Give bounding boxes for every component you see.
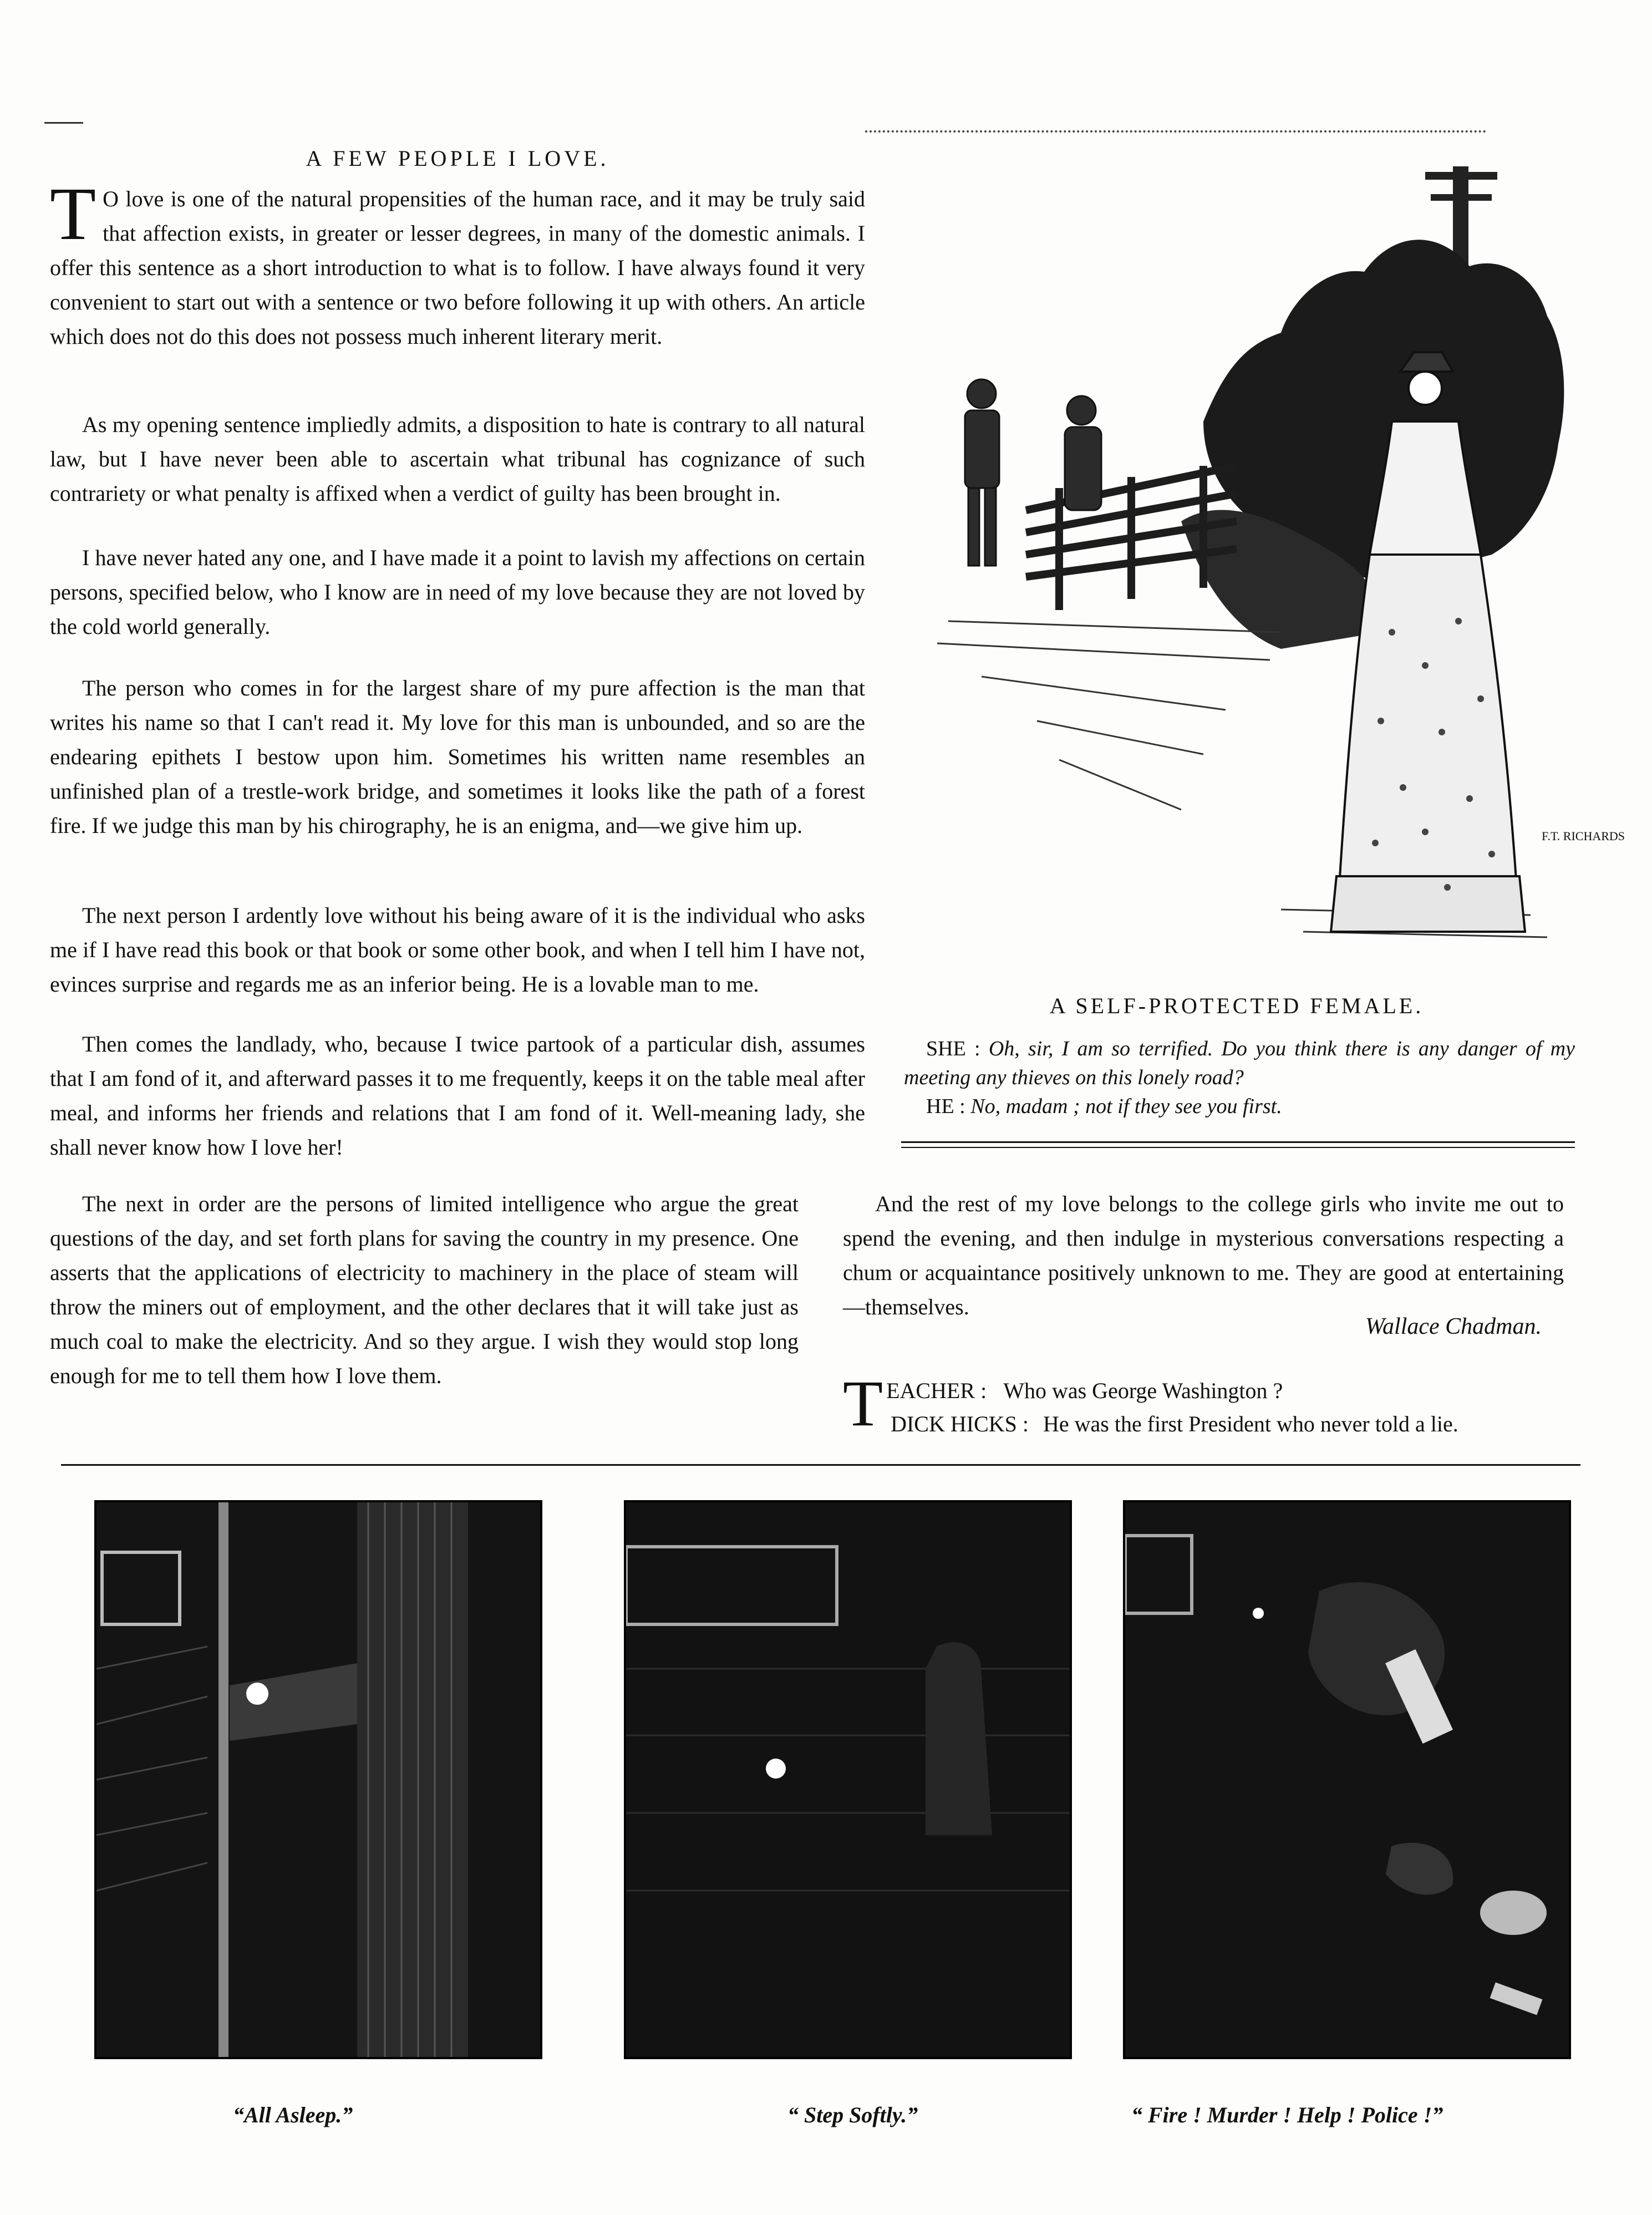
header-smudge	[865, 125, 1486, 133]
he-text: No, madam ; not if they see you first.	[970, 1095, 1282, 1118]
article-title: A FEW PEOPLE I LOVE.	[306, 146, 609, 171]
dick-hicks-line: He was the first President who never told a lie.	[1043, 1411, 1458, 1436]
article-paragraph-6: Then comes the landlady, who, because I twice partook of a particular dish, assumes that I am fond of it, and afterward passes it to me frequently, keeps it on the table meal after meal, and informs her friends and relations that I am fond of it. Well-meaning lady, she shall never know how I love her!	[50, 1032, 865, 1160]
section-divider-2	[901, 1147, 1575, 1148]
article-paragraph-5: The next person I ardently love without his being aware of it is the individual who asks me if I have read this book or that book or some other book, and when I tell him I have not, evinces surprise and regards me as an inferior being. He is a lovable man to me.	[50, 903, 865, 997]
comic-caption-3: “ Fire ! Murder ! Help ! Police !”	[1131, 2102, 1443, 2127]
section-divider	[901, 1141, 1575, 1143]
artist-signature: F.T. RICHARDS	[1542, 829, 1625, 843]
comic-top-rule	[61, 1464, 1580, 1466]
joke-drop-cap: T	[843, 1367, 883, 1440]
comic-panel-3	[1123, 1500, 1571, 2059]
teacher-line: Who was George Washington ?	[1003, 1378, 1283, 1403]
teacher-label: EACHER :	[886, 1378, 987, 1403]
article-paragraph-2: As my opening sentence impliedly admits, a disposition to hate is contrary to all natural law, but I have never been able to ascertain what tribunal has cognizance of such contrariety or what penalty is affixed when a verdict of guilty has been brought in.	[50, 412, 865, 506]
article-paragraph-7: The next in order are the persons of limited intelligence who argue the great questions of the day, and set forth plans for saving the country in my presence. One asserts that the applications of electricity to machinery in the place of steam will throw the miners out of employment, and the other declares that it will take just as much coal to make the electricity. And so they argue. I wish they would stop long enough for me to tell them how I love them.	[50, 1191, 799, 1388]
comic-panel-2	[624, 1500, 1072, 2059]
comic-caption-2: “ Step Softly.”	[787, 2102, 918, 2127]
comic-panel-1	[94, 1500, 542, 2059]
article-paragraph-1	[50, 172, 865, 354]
teacher-joke	[843, 1367, 1575, 1441]
dick-hicks-label: DICK HICKS :	[891, 1411, 1029, 1436]
article-paragraph-4: The person who comes in for the largest share of my pure affection is the man that writes his name so that I can't read it. My love for this man is unbounded, and so are the endearing epithets I bestow upon him. Sometimes his written name resembles an unfinished plan of a trestle-work bridge, and sometimes it looks like the path of a forest fire. If we judge this man by his chirography, he is an enigma, and—we give him up.	[50, 675, 865, 838]
he-label: HE :	[926, 1095, 965, 1118]
self-protected-female-illustration	[893, 133, 1625, 987]
illustration-title: A SELF-PROTECTED FEMALE.	[1049, 993, 1424, 1018]
drop-cap: T	[50, 172, 96, 256]
corner-mark	[44, 111, 83, 124]
article-paragraph-3: I have never hated any one, and I have made it a point to lavish my affections on certain persons, specified below, who I know are in need of my love because they are not loved by the cold world generally.	[50, 545, 865, 639]
article-paragraph-8: And the rest of my love belongs to the college girls who invite me out to spend the evening, and then indulge in mysterious conversations respecting a chum or acquaintance positively unknown to me. They are good at entertaining—themselves.	[843, 1191, 1564, 1319]
comic-caption-1: “All Asleep.”	[233, 2102, 353, 2127]
paragraph-1-text: O love is one of the natural propensities of the human race, and it may be truly said that affection exists, in greater or lesser degrees, in many of the domestic animals. I offer this sentence as a short introduction to what is to follow. I have always found it very convenient to start out with a sentence or two before following it up with others. An article which does not do this does not possess much inherent literary merit.	[50, 186, 865, 349]
she-label: SHE :	[926, 1037, 980, 1060]
she-text: Oh, sir, I am so terrified. Do you think there is any danger of my meeting any thieves on this lonely road?	[904, 1037, 1575, 1089]
illustration-caption	[904, 1034, 1575, 1121]
article-author: Wallace Chadman.	[1365, 1314, 1542, 1339]
